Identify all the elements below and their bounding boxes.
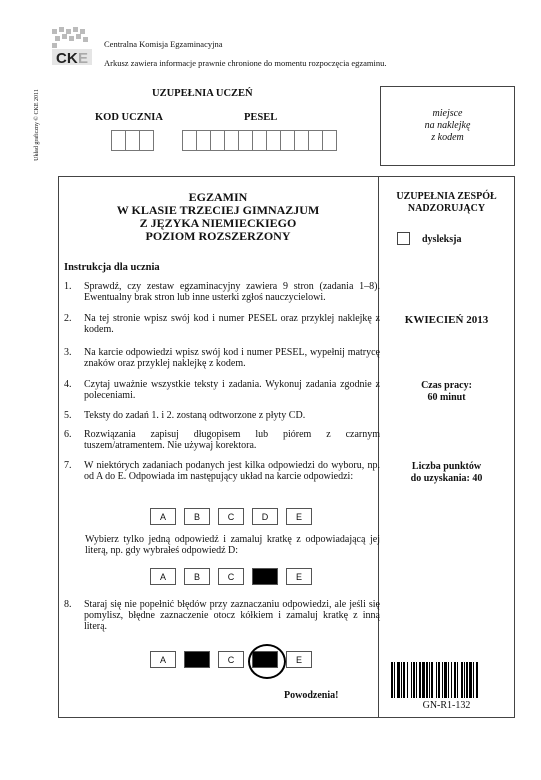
institution-name: Centralna Komisja Egzaminacyjna [104, 39, 223, 49]
answer-box-e: E [286, 651, 312, 668]
answer-box-b: B [184, 568, 210, 585]
answer-example-filled [150, 568, 312, 585]
answer-box-b: B [184, 508, 210, 525]
answer-box-c: C [218, 508, 244, 525]
pesel-boxes[interactable] [182, 130, 336, 151]
instruction-item: 2. Na tej stronie wpisz swój kod i numer PESEL oraz przyklej naklejkę z kodem. [64, 313, 380, 335]
confidential-note: Arkusz zawiera informacje prawnie chronione do momentu rozpoczęcia egzaminu. [104, 58, 387, 68]
supervisors-section-title: UZUPEŁNIA ZESPÓŁ NADZORUJĄCY [396, 191, 497, 214]
cke-logo [50, 25, 96, 71]
instruction-item: 4. Czytaj uważnie wszystkie teksty i zadania. Wykonuj zadania zgodnie z poleceniami. [64, 379, 380, 401]
answer-box-d: D [252, 508, 278, 525]
instruction-item: 5. Teksty do zadań 1. i 2. zostaną odtworzone z płyty CD. [64, 410, 306, 421]
time-value: 60 minut [427, 392, 466, 403]
answer-box-d-filled [252, 568, 278, 585]
answer-box-c: C [218, 568, 244, 585]
answer-example-empty [150, 508, 312, 525]
answer-box-a: A [150, 508, 176, 525]
good-luck: Powodzenia! [284, 690, 339, 701]
student-section-title: UZUPEŁNIA UCZEŃ [152, 88, 253, 99]
instructions-title: Instrukcja dla ucznia [64, 262, 160, 273]
instruction-item: 8. Staraj się nie popełnić błędów przy zaznaczaniu odpowiedzi, ale jeśli się pomylisz, błędne zaznaczenie otocz kółkiem i zamaluj kratkę z inną literą. [64, 599, 380, 632]
instruction-item: 7. W niektórych zadaniach podanych jest kilka odpowiedzi do wyboru, np. od A do E. Odpowiada im następujący układ na karcie odpowiedzi: [64, 460, 380, 482]
answer-box-d-circled [252, 651, 278, 668]
instruction-7-detail: Wybierz tylko jedną odpowiedź i zamaluj kratkę z odpowiadającą jej literą, np. gdy wybrałeś odpowiedź D: [85, 534, 380, 556]
answer-box-a: A [150, 651, 176, 668]
instruction-item: 3. Na karcie odpowiedzi wpisz swój kod i numer PESEL, wypełnij matrycę znaków oraz przyklej naklejkę z kodem. [64, 347, 380, 369]
copyright-sidebar: Układ graficzny © CKE 2011 [34, 89, 40, 161]
dyslexia-checkbox[interactable] [397, 232, 410, 245]
dyslexia-label: dysleksja [422, 234, 462, 245]
answer-box-c: C [218, 651, 244, 668]
answer-box-b-filled [184, 651, 210, 668]
sheet-code: GN-R1-132 [422, 700, 471, 711]
svg-text:E: E [78, 50, 89, 67]
sticker-placeholder: miejsce na naklejkę z kodem [380, 86, 515, 166]
answer-box-a: A [150, 568, 176, 585]
exam-title: EGZAMIN W KLASIE TRZECIEJ GIMNAZJUM Z JĘZYKA NIEMIECKIEGO POZIOM ROZSZERZONY [116, 190, 320, 243]
instruction-item: 1. Sprawdź, czy zestaw egzaminacyjny zawiera 9 stron (zadania 1–8). Ewentualny brak stron lub inne usterki zgłoś nauczycielowi. [64, 281, 380, 303]
svg-text:CK: CK [56, 50, 78, 67]
answer-box-e: E [286, 508, 312, 525]
exam-date: KWIECIEŃ 2013 [404, 314, 489, 326]
answer-example-corrected [150, 651, 312, 668]
pesel-label: PESEL [244, 112, 278, 123]
barcode [391, 662, 509, 698]
answer-box-e: E [286, 568, 312, 585]
student-code-label: KOD UCZNIA [95, 112, 163, 123]
points-value: do uzyskania: 40 [410, 473, 483, 484]
time-label: Czas pracy: [421, 380, 472, 391]
points-label: Liczba punktów [411, 461, 482, 472]
instruction-item: 6. Rozwiązania zapisuj długopisem lub piórem z czarnym tuszem/atramentem. Nie używaj korektora. [64, 429, 380, 451]
student-code-boxes[interactable] [111, 130, 153, 151]
